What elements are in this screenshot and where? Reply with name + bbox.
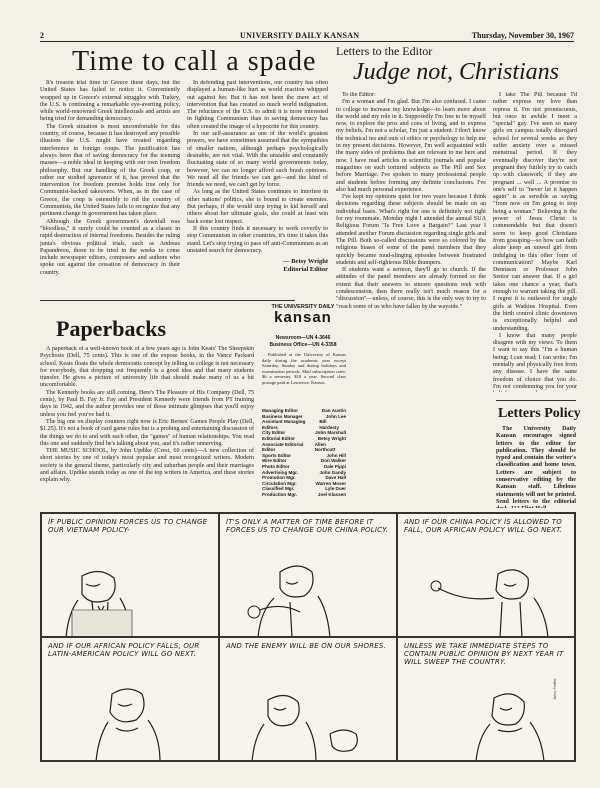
staff-role: Circulation Mgr. [262,480,297,486]
staff-role: Associate Editorial Editor [262,441,304,453]
editorial-headline: Time to call a spade [72,46,317,77]
staff-name: Dave Hall [325,475,346,481]
letters-headline: Judge not, Christians [353,59,560,85]
paperbacks-paragraph: A paperback of a well-known book of a few years ago is John Keats' The Sheepskin Psychosis (Dell, 75 cents). This is one of the expose books, in the Vance Packard school. Keats floats the whole democratic concept by telling us college is not necessary for everybody, that dropping out frequently is a good idea and that many students transfer. He gives a picture of university life that should make many of us a bit uncomfortable. [40,346,254,389]
staff-role: Assistant Managing Editors [262,419,306,430]
issue-date: Thursday, November 30, 1967 [471,31,574,40]
staff-flag-small: THE UNIVERSITY DAILY [271,304,335,310]
letters-column-1 [336,92,486,506]
newsroom-phone: Newsroom—UN 4-3646 [275,335,331,341]
editorial-column-2 [187,80,328,258]
letter-paragraph: I take The Pill because I'd rather express my love than repress it. I'm not promiscuous, but once in awhile I meet a "special" guy. I've seen so many girls on campus totally disregard school for several weeks as they suffer anxiety over a missed menstrual period. If they eventually discover they're not pregnant they futilely try to catch up with classwork; if they are pregnant ... well ... A promise to one's self to "never let it happen again" is as sensible as saying "from now on I'm going to stop being a woman." Believing is the power of Jesus Christ is commendable but that doesn't seem to keep good Christians from gossiping—so how can faith alone keep an unwed girl from indulging in this other form of communication? Maybe Karl Dennison or Professor John Senior can answer that. If a girl takes one chance a year, that's enough to warrant taking the pill. I regret it is outlawed for single girls at Watkins Hospital. Even the birth control clinic downtown is exceptionally helpful and understanding. [493,92,577,332]
staff-intro [262,352,346,402]
staff-role: Advertising Mgr. [262,469,298,475]
cartoon-caption: UNLESS WE TAKE IMMEDIATE STEPS TO CONTAIN PUBLIC OPINION BY NEXT YEAR IT WILL SWEEP THE COUNTRY. [404,642,564,666]
staff-name: Warren Moser [315,480,346,486]
paperbacks-paragraph: The big one on display counters right now is Eric Bernes' Games People Play (Dell, $1.25). It's not a book of card game rules but is a probing and entertaining discussion of the things we do to and with each other, the "games" of human relationships. You read this one and suddenly find he's talking about you, and it's rather unnerving. [40,418,254,447]
staff-role: Sports Editor [262,452,292,458]
staff-name: Betsy Wright [317,435,346,441]
editorial-paragraph: In defending past interventions, our country has often displayed a human-like hurt as world reaction whipped out against her. But it has not been the mere act of intervention that has created so much world indignation. The reluctance of the U.S. to admit it is more interested in fighting Communism than in saving democracy has often created the image of a hypocrite for this country. [187,80,328,130]
editorial-paragraph: Although the Greek government's downfall was "bloodless," it surely could be counted as a classic in rapid destruction of internal freedoms. Besides the ruling junta's obvious political trials, such as Andreas Papandreou, those to be tried in the weeks to come include newspaper editors, composers and authors who spoke out against the cessation of democracy in their country. [40,218,180,276]
staff-name: John Lee [325,413,346,419]
staff-name: Lyle Duer [325,486,346,492]
cartoon-drawing [398,514,575,637]
cartoon-drawing [220,638,397,761]
letter-paragraph: I'm a woman and I'm glad. But I'm also confused. I came to college to increase my knowledge—to learn more about the world and my role in it. Supposedly I'm free to be myself now, to explore the pros and cons of living, and to express my beliefs. I'm not a scholar, I'm just a student. I don't know the technical ins and outs of ethics or psychology to help me in my present decisions. However, I'm well acquainted with the many sides of problems that are relevant to me here and now. I have read articles in scientific journals and popular magazines on such tortured subjects as The Pill and Sex before Marriage. I've spoken to many professional people and students before forming any definite conclusions. I've also had much personal experience. [336,99,486,193]
cartoon-caption: AND THE ENEMY WILL BE ON OUR SHORES. [226,642,386,650]
editorial-paragraph: The Greek situation is most uncomfortable for this country, of course, because it has destroyed any possible illusions the U.S. might have created regarding interference in foreign coups. The justification has always been that of saving democracy for the teeming masses—a noble ideal in keeping with our own freedom philosophy. But our handling of the Greek coup, or rather our studied ignorance of it, has proved that the intervention for freedom premise holds true only for Communist-backed takeovers. When, as in the case of Greece, the coup is ostensibly to rid the country of Communists, the United States fails to recognize that any pertinent change in government has taken place. [40,123,180,218]
cartoon-panel [41,637,219,761]
page-number: 2 [40,31,44,40]
divider [496,400,576,401]
cartoon-panel [219,637,397,761]
staff-name: Joel Klassen [317,491,346,497]
staff-role: City Editor [262,430,286,436]
staff-role: Wire Editor [262,458,287,464]
letters-policy-box [496,426,576,508]
staff-role: Classified Mgr. [262,486,295,492]
cartoon-drawing [398,638,575,761]
staff-name: Allen Northcutt [314,441,336,453]
staff-flag-big: kansan [274,309,332,326]
staff-name: Dan Austin [321,408,346,413]
cartoon-caption: IF PUBLIC OPINION FORCES US TO CHANGE OUR VIETNAM POLICY- [48,518,208,534]
paperbacks-headline: Paperbacks [56,316,166,341]
staff-role: Managing Editor [262,408,298,413]
masthead [40,30,574,42]
staff-row [262,442,346,453]
staff-name: Dale Pippi [323,463,346,469]
cartoon-caption: IT'S ONLY A MATTER OF TIME BEFORE IT FORCES US TO CHANGE OUR CHINA POLICY. [226,518,389,534]
staff-role: Editorial Editor [262,435,295,441]
letters-policy-headline: Letters Policy [498,406,581,421]
cartoon-drawing [42,514,219,637]
byline-title: Editorial Editor [283,265,328,273]
editorial-byline [224,258,328,273]
staff-role: Business Manager [262,413,303,419]
editorial-paragraph: In our self-assurance as one of the world's greatest powers, we have sometimes assumed that the sympathies of smaller nations, although perhaps psychologically desirable, are not vital. With the unstable and constantly fluctuating state of so many world governments today, however, we can no longer afford such brash opinions. We need all the friends we can get—and the kind of friends we need, we can't get by force. [187,131,328,189]
paperbacks-column [40,346,254,508]
letters-column-2 [493,92,577,392]
staff-role: Production Mgr. [262,491,297,497]
cartoon-panel [219,513,397,637]
cartoon-drawing [42,638,219,761]
paperbacks-paragraph: THE MUSIC SCHOOL, by John Updike (Crest, 60 cents)—A new collection of short stories by one of today's most popular and most recognized writers. Modern society is the general theme, particularly city and suburban people and their marriages and affairs. Updike stands today as one of the top writers in America, and these stories explain why. [40,448,254,484]
cartoon-drawing [220,514,397,637]
cartoon-panel [397,513,575,637]
letters-kicker: Letters to the Editor [336,44,433,58]
staff-name: John Hill [326,452,346,458]
cartoon-caption: AND IF OUR AFRICAN POLICY FALLS, OUR LATIN-AMERICAN POLICY WILL GO NEXT. [48,642,200,658]
staff-row [262,492,346,498]
letter-paragraph: I know that many people disagree with my views. To them I want to say this "I'm a human being; I can read; I can write; I'm mentally and physically free from any disease. I have the same freedom of choice that you do. I'm not condemning you for your [493,332,577,390]
political-cartoon [40,512,576,762]
staff-list [262,408,346,508]
staff-name: Don Walker [320,458,346,464]
editorial-paragraph: It's treason trial time in Greece these days, but the United States has failed to notice it. Conveniently wrapped up in Greece's external struggles with Turkey, the U.S. is continuing a remarkable eye-averting policy, while world-renowned Greek intellectuals and artists are being tried for demanding democracy. [40,80,180,123]
editorial-column-1 [40,80,180,288]
letter-paragraph: I've kept my opinions quiet for two years because I think decisions regarding these subjects should be made on an individual basis. What's right for one is definitely not right for my roommate. Monday night I attended the annual SUA Religious Forum "Is Free Love a Bargain?" Last year I attended another Forum discussion regarding single girls and The Pill. Both so-called discussions were so colored by the religious biases of some of the panel members that they quickly became mud-slinging episodes between frustrated students and self-righteous Bible thumpers. [336,194,486,266]
staff-name: John Marshall [315,430,346,436]
cartoon-panel [41,513,219,637]
divider [40,300,295,301]
letters-policy-text: The University Daily Kansan encourages signed letters to the editor for publication. They should be typed and contain the writer's classification and home town. Letters are subject to conservative editing by the Kansan staff. Libelous statements will not be printed. Send letters to the editorial [496,426,576,505]
editorial-paragraph: If this country finds it necessary to work covertly to stop Communism in other countries, it's time it takes this stand. Let's stop trying to pass off anti-Communism as an unstated search for democracy. [187,225,328,254]
letter-paragraph: To the Editor: [342,92,376,98]
business-phone: Business Office—UN 4-3358 [269,341,337,348]
staff-phones [260,335,346,348]
cartoon-panel [397,637,575,761]
staff-role: Promotion Mgr. [262,475,296,481]
staff-flag [260,304,346,325]
paper-name: UNIVERSITY DAILY KANSAN [240,31,360,40]
paperbacks-paragraph: The Kennedy books are still coming. Here's The Pleasure of His Company (Dell, 75 cents), by Paul B. Fay Jr. Fay and President Kennedy were friends from PT training days in 1942, and the author provides one of those intimate glimpses that you'll enjoy unless you feel you've had it. [40,389,254,418]
staff-role: Photo Editor [262,463,290,469]
staff-intro-text: Published at the University of Kansas daily during the academic year except Saturday, Sunday and during holidays and examination periods. Mail subscription rates: $6 a semester, $10 a year. Second class postage paid at Lawrence, Kansas. [262,352,346,385]
cartoon-caption: AND IF OUR CHINA POLICY IS ALLOWED TO FALL, OUR AFRICAN POLICY WILL GO NEXT. [404,518,563,534]
letter-paragraph: If students want a sermon, they'll go to church. If the attitudes of the panel members are already formed so the extent that their answers to sincere questions reek with condescension, then there really isn't much reason for a "discussion"—unless, of course, this is the only way to try to "reach some of us who have fallen by the wayside." [336,267,486,310]
staff-name: Bill Hardesty [319,419,340,430]
staff-name: John Gandy [319,469,346,475]
editorial-paragraph: As long as the United States continues to interfere in other nations' politics, she is bound to create enemies. But perhaps, if she would stop trying to kid herself and others about her ultimate goals, she could at least win back some lost respect. [187,189,328,225]
cartoon-credit: Jules Feiffer [552,678,557,700]
byline-name: — Betsy Wright [283,258,328,265]
staff-row [262,419,346,430]
